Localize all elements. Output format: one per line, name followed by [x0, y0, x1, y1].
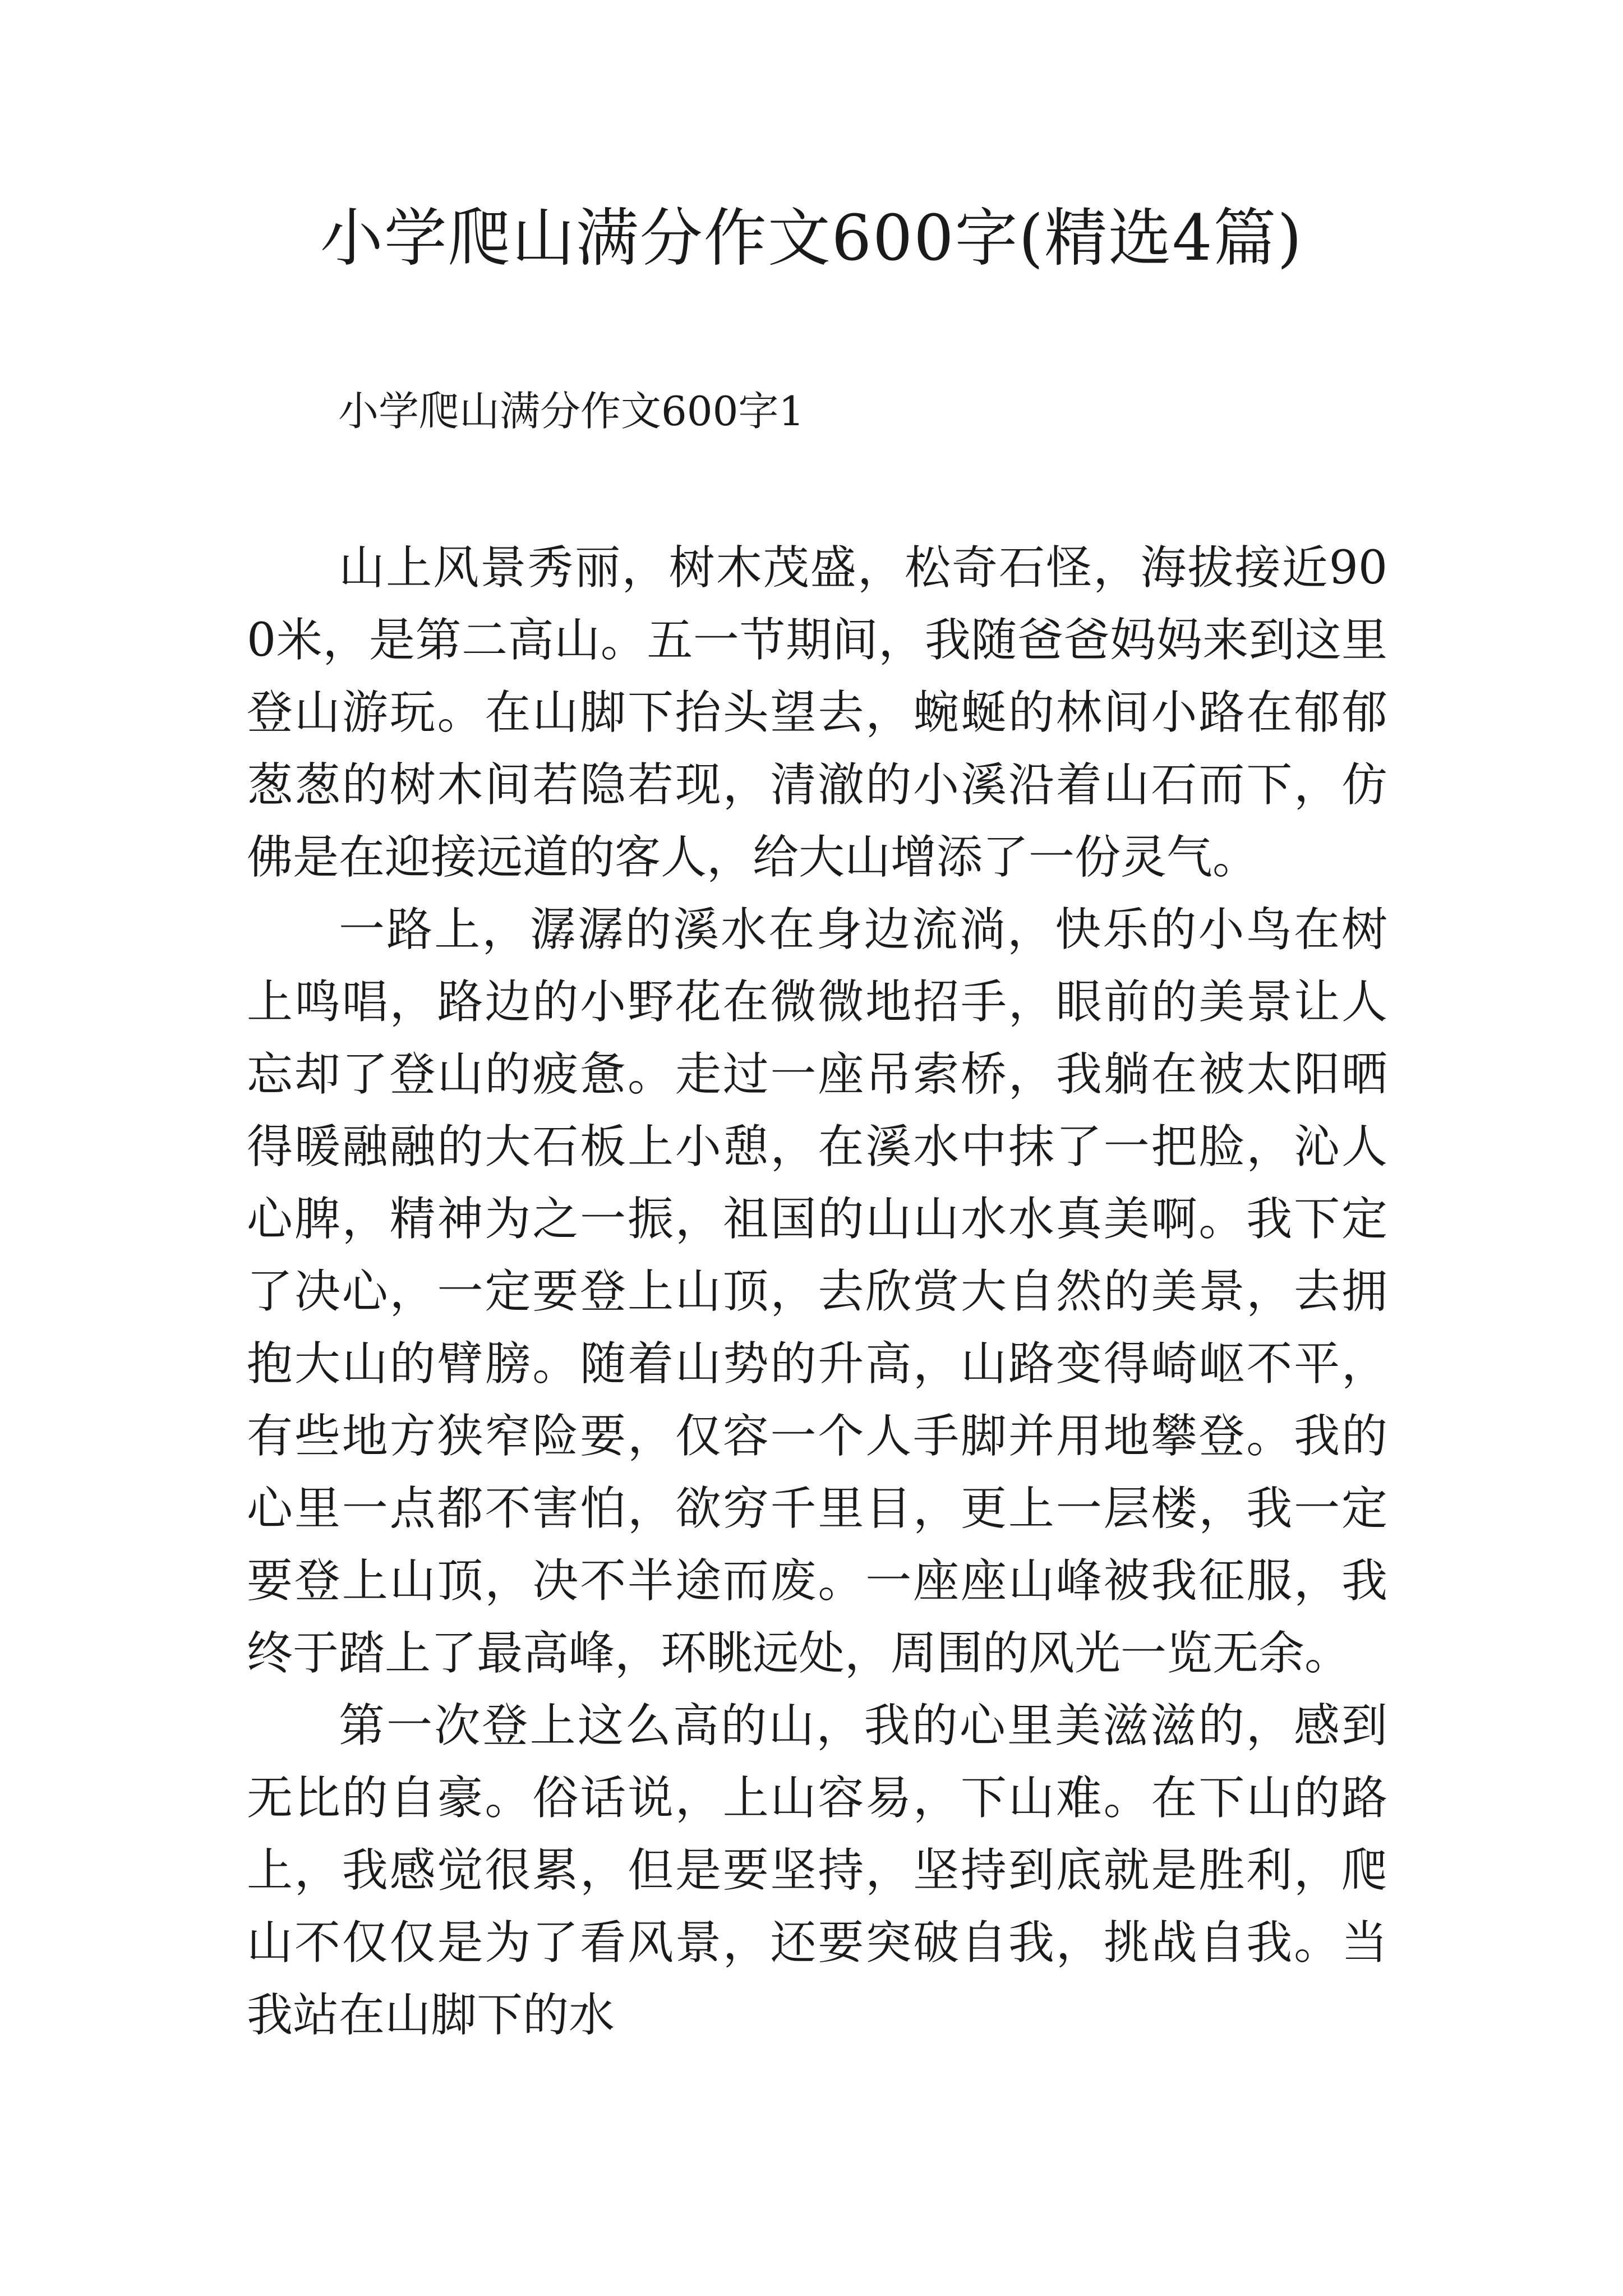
essay-body [247, 532, 1387, 2051]
section-heading: 小学爬山满分作文600字1 [338, 388, 805, 435]
paragraph: 一路上，潺潺的溪水在身边流淌，快乐的小鸟在树上鸣唱，路边的小野花在微微地招手，眼前的美景让人忘却了登山的疲惫。走过一座吊索桥，我躺在被太阳晒得暖融融的大石板上小憩，在溪水中抹了一把脸，沁人心脾，精神为之一振，祖国的山山水水真美啊。我下定了决心，一定要登上山顶，去欣赏大自然的美景，去拥抱大山的臂膀。随着山势的升高，山路变得崎岖不平，有些地方狭窄险要，仅容一个人手脚并用地攀登。我的心里一点都不害怕，欲穷千里目，更上一层楼，我一定要登上山顶，决不半途而废。一座座山峰被我征服，我终于踏上了最高峰，环眺远处，周围的风光一览无余。 [247, 903, 1387, 1680]
paragraph: 山上风景秀丽，树木茂盛，松奇石怪，海拔接近900米，是第二高山。五一节期间，我随爸爸妈妈来到这里登山游玩。在山脚下抬头望去，蜿蜒的林间小路在郁郁葱葱的树木间若隐若现，清澈的小溪沿着山石而下，仿佛是在迎接远道的客人，给大山增添了一份灵气。 [247, 541, 1387, 884]
paragraph: 第一次登上这么高的山，我的心里美滋滋的，感到无比的自豪。俗话说，上山容易，下山难。在下山的路上，我感觉很累，但是要坚持，坚持到底就是胜利，爬山不仅仅是为了看风景，还要突破自我，挑战自我。当我站在山脚下的水 [247, 1699, 1387, 2042]
document-title: 小学爬山满分作文600字(精选4篇) [320, 202, 1303, 275]
